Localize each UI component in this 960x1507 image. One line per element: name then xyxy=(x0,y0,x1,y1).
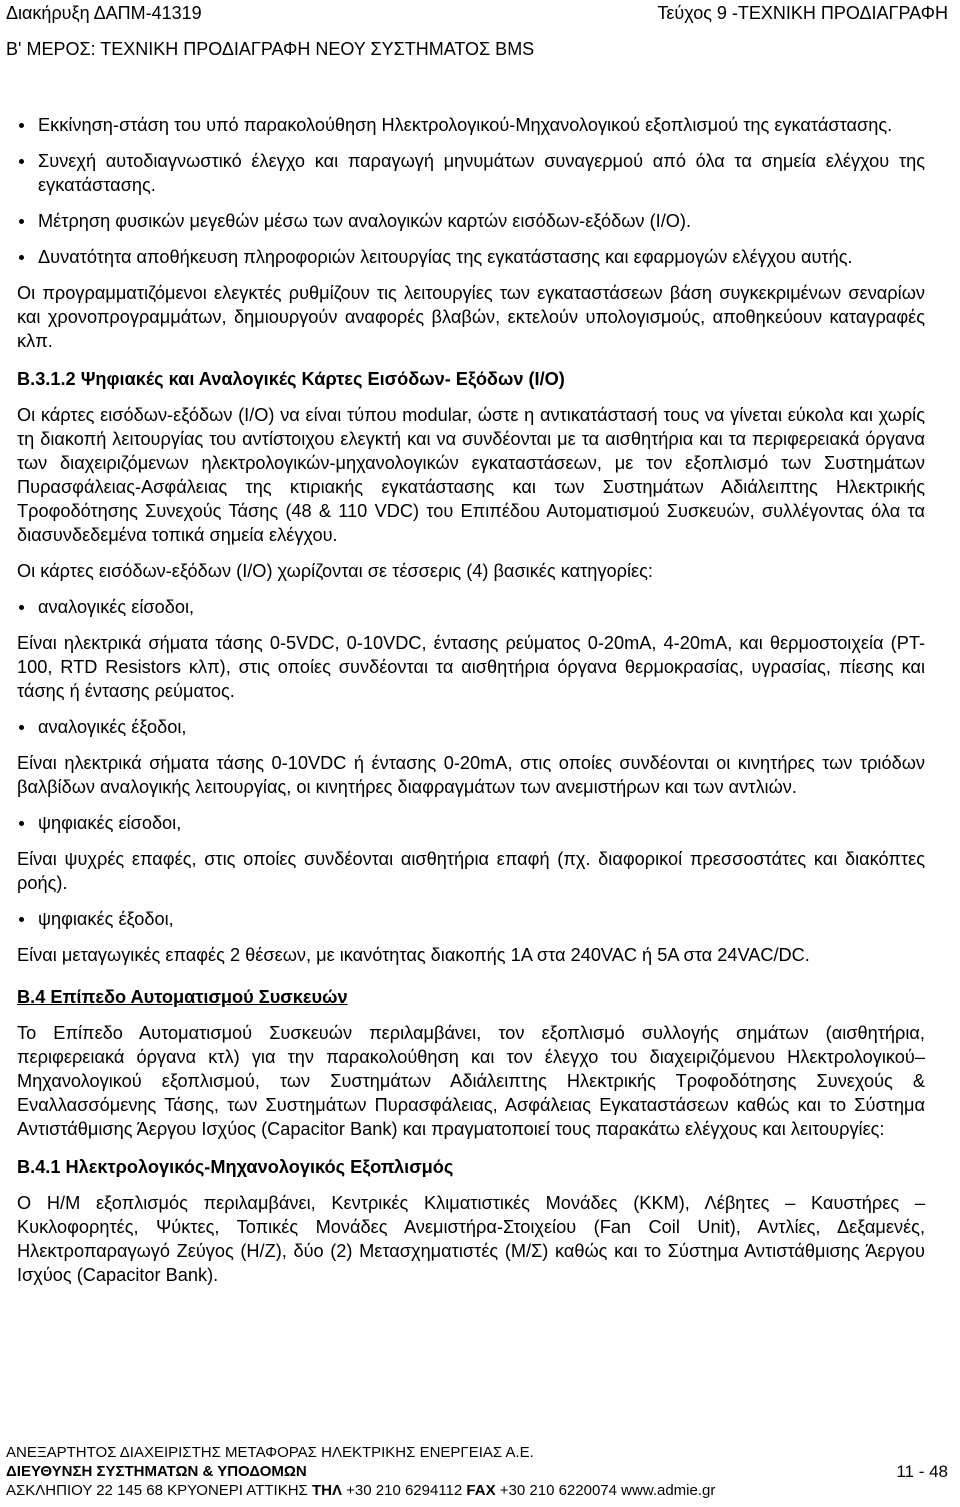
paragraph-controllers: Οι προγραμματιζόμενοι ελεγκτές ρυθμίζουν τις λειτουργίες των εγκαταστάσεων βάση συγκεκριμένων σεναρίων και χρονοπρογραμμάτων, δημιουργούν αναφορές βλαβών, εκτελούν υπολογισμούς, αποθηκεύουν καταγραφές κλπ. xyxy=(17,283,925,351)
list-item: Συνεχή αυτοδιαγνωστικό έλεγχο και παραγωγή μηνυμάτων συναγερμού από όλα τα σημεία ελέγχου της εγκατάστασης. xyxy=(17,149,925,197)
footer-fax-label: FAX xyxy=(466,1482,496,1499)
footer-contact xyxy=(6,1481,948,1500)
category-description: Είναι ψυχρές επαφές, στις οποίες συνδέονται αισθητήρια επαφή (πχ. διαφορικοί πρεσσοστάτες και διακόπτες ροής). xyxy=(17,849,925,893)
footer-tel-label: ΤΗΛ xyxy=(311,1482,342,1499)
footer-division: ΔΙΕΥΘΥΝΣΗ ΣΥΣΤΗΜΑΤΩΝ & ΥΠΟΔΟΜΩΝ xyxy=(6,1463,307,1480)
paragraph-categories: Οι κάρτες εισόδων-εξόδων (I/O) χωρίζονται σε τέσσερις (4) βασικές κατηγορίες: xyxy=(17,561,653,581)
list-item: Μέτρηση φυσικών μεγεθών μέσω των αναλογικών καρτών εισόδων-εξόδων (I/O). xyxy=(17,209,925,233)
section-heading-b4: B.4 Επίπεδο Αυτοματισμού Συσκευών xyxy=(17,987,348,1007)
footer-tel: +30 210 6294112 xyxy=(346,1482,463,1499)
header-volume: Τεύχος 9 -ΤΕΧΝΙΚΗ ΠΡΟΔΙΑΓΡΑΦΗ xyxy=(657,3,948,23)
category-item: αναλογικές είσοδοι, xyxy=(17,595,925,619)
document-body xyxy=(17,113,925,1287)
category-item: ψηφιακές είσοδοι, xyxy=(17,811,925,835)
header-tender-id: Διακήρυξη ΔΑΠΜ-41319 xyxy=(6,3,202,23)
category-item: ψηφιακές έξοδοι, xyxy=(17,907,925,931)
paragraph-b4: Το Επίπεδο Αυτοματισμού Συσκευών περιλαμβάνει, τον εξοπλισμό συλλογής σημάτων (αισθητήρια, περιφερειακά όργανα κτλ) για την παρακολούθηση και τον έλεγχο του διαχειριζόμενου Ηλεκτρολογικού–Μηχανολογικού εξοπλισμού, των Συστημάτων Αδιάλειπτης Ηλεκτρικής Τροφοδότησης Συνεχούς & Εναλλασσόμενης Τάσης, των Συστημάτων Πυρασφάλειας, Ασφάλειας Εγκαταστάσεων καθώς και το Σύστημα Αντιστάθμισης Άεργου Ισχύος (Capacitor Bank) και πραγματοποιεί τους παρακάτω ελέγχους και λειτουργίες: xyxy=(17,1023,925,1139)
category-item: αναλογικές έξοδοι, xyxy=(17,715,925,739)
footer-company: ΑΝΕΞΑΡΤΗΤΟΣ ΔΙΑΧΕΙΡΙΣΤΗΣ ΜΕΤΑΦΟΡΑΣ ΗΛΕΚΤΡΙΚΗΣ ΕΝΕΡΓΕΙΑΣ Α.Ε. xyxy=(6,1444,534,1461)
list-item: Εκκίνηση-στάση του υπό παρακολούθηση Ηλεκτρολογικού-Μηχανολογικού εξοπλισμού της εγκατάστασης. xyxy=(17,113,925,137)
section-heading-b41: B.4.1 Ηλεκτρολογικός-Μηχανολογικός Εξοπλισμός xyxy=(17,1157,454,1177)
footer-fax: +30 210 6220074 xyxy=(499,1482,617,1499)
page-number: 11 - 48 xyxy=(896,1462,948,1481)
header-part-title: Β' ΜΕΡΟΣ: ΤΕΧΝΙΚΗ ΠΡΟΔΙΑΓΡΑΦΗ ΝΕΟΥ ΣΥΣΤΗΜΑΤΟΣ BMS xyxy=(6,39,535,59)
list-item: Δυνατότητα αποθήκευση πληροφοριών λειτουργίας της εγκατάστασης και εφαρμογών ελέγχου αυτής. xyxy=(17,245,925,269)
paragraph-b41: Ο Η/Μ εξοπλισμός περιλαμβάνει, Κεντρικές Κλιματιστικές Μονάδες (ΚΚΜ), Λέβητες – Καυστήρες – Κυκλοφορητές, Ψύκτες, Τοπικές Μονάδες Ανεμιστήρα-Στοιχείου (Fan Coil Unit), Αντλίες, Δεξαμενές, Ηλεκτροπαραγωγό Ζεύγος (Η/Ζ), δύο (2) Μετασχηματιστές (Μ/Σ) καθώς και το Σύστημα Αντιστάθμισης Άεργου Ισχύος (Capacitor Bank). xyxy=(17,1193,925,1285)
paragraph-io-cards: Οι κάρτες εισόδων-εξόδων (I/O) να είναι τύπου modular, ώστε η αντικατάστασή τους να γίνεται εύκολα και χωρίς τη διακοπή λειτουργίας του αντίστοιχου ελεγκτή και να συνδέονται με τα αισθητήρια και τα περιφερειακά όργανα των διαχειριζόμενων ηλεκτρολογικών-μηχανολογικών εγκαταστάσεων, με τον εξοπλισμό των Συστημάτων Πυρασφάλειας-Ασφάλειας της κτιριακής εγκατάστασης και των Συστημάτων Αδιάλειπτης Ηλεκτρικής Τροφοδότησης Συνεχούς Τάσης (48 & 110 VDC) του Επιπέδου Αυτοματισμού Συσκευών, συλλέγοντας όλα τα διασυνδεδεμένα τοπικά σημεία ελέγχου. xyxy=(17,405,925,545)
section-heading-b312: B.3.1.2 Ψηφιακές και Αναλογικές Κάρτες Εισόδων- Εξόδων (I/O) xyxy=(17,369,565,389)
page-footer xyxy=(6,1443,948,1500)
category-description: Είναι ηλεκτρικά σήματα τάσης 0-5VDC, 0-10VDC, έντασης ρεύματος 0-20mA, 4-20mA, και θερμοστοιχεία (PT-100, RTD Resistors κλπ), στις οποίες συνδέονται τα αισθητήρια όργανα θερμοκρασίας, υγρασίας, πίεσης και τάσης ή έντασης ρεύματος. xyxy=(17,633,925,701)
footer-address: ΑΣΚΛΗΠΙΟΥ 22 145 68 ΚΡΥΟΝΕΡΙ ΑΤΤΙΚΗΣ xyxy=(6,1482,308,1499)
footer-website: www.admie.gr xyxy=(621,1482,716,1499)
category-description: Είναι ηλεκτρικά σήματα τάσης 0-10VDC ή έντασης 0-20mA, στις οποίες συνδέονται οι κινητήρες των τριόδων βαλβίδων αναλογικής λειτουργίας, οι κινητήρες διαφραγμάτων των ανεμιστήρων και των αντλιών. xyxy=(17,753,925,797)
category-description: Είναι μεταγωγικές επαφές 2 θέσεων, με ικανότητας διακοπής 1A στα 240VAC ή 5A στα 24VAC/DC. xyxy=(17,945,810,965)
